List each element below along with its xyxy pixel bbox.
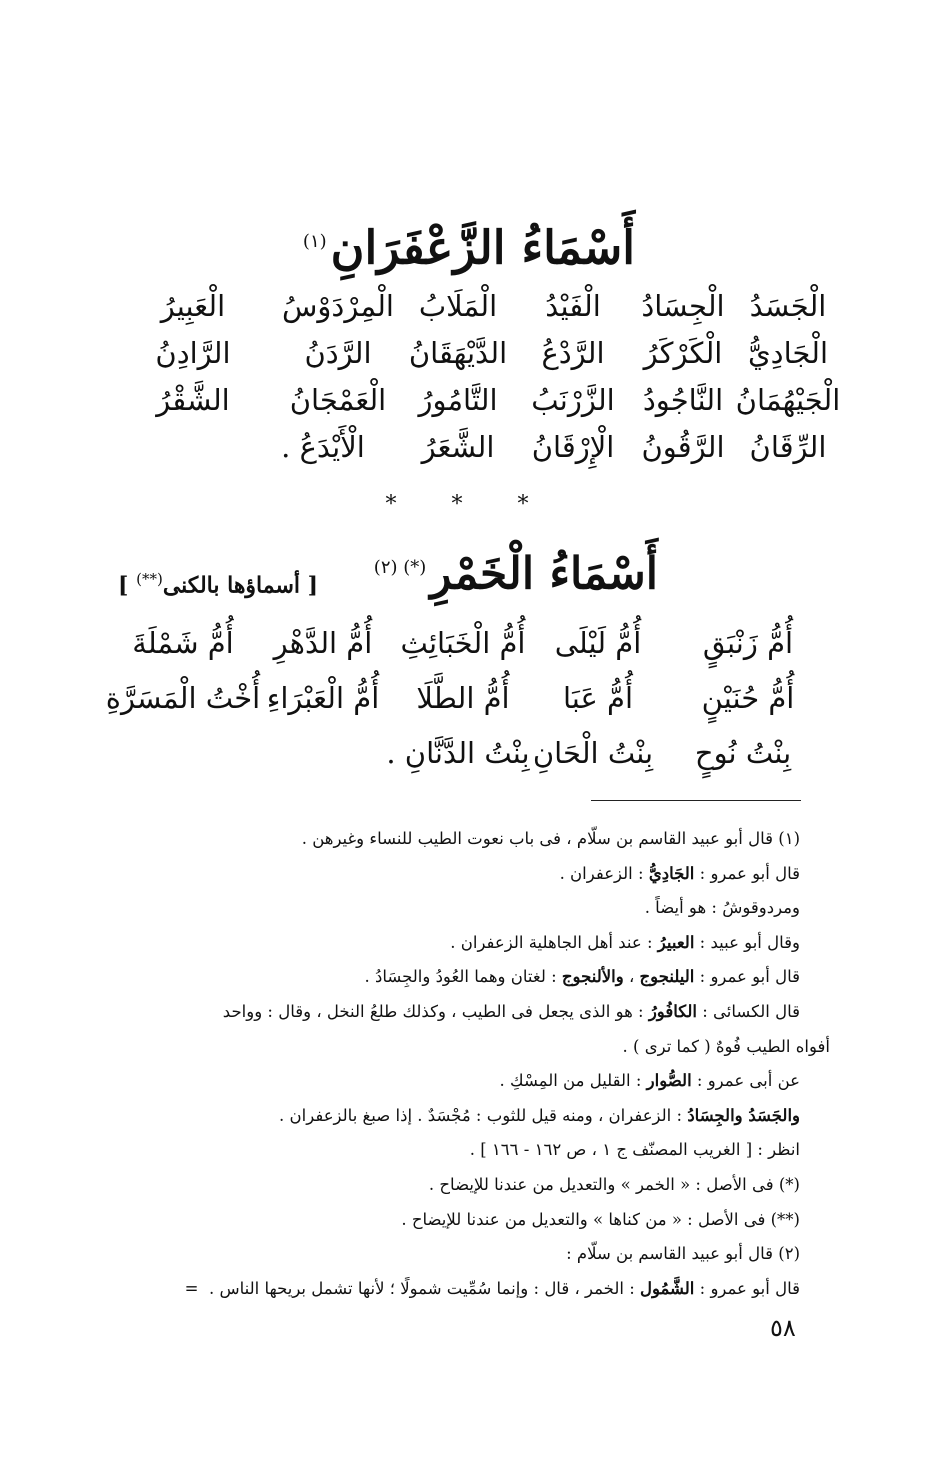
word: الْكَرْكَرُ [643, 336, 723, 370]
footnote-divider [591, 800, 801, 801]
footnote-line: (**) فى الأصل : « من كناها » والتعديل من عندنا للإيضاح . [401, 1209, 800, 1229]
word: أُمُّ زَنْبَقٍ [702, 626, 794, 660]
footnote-line: انظر : [ الغريب المصنّف ج ١ ، ص ١٦٢ - ١٦٦ ] . [469, 1140, 800, 1160]
footnote-line: (٢) قال أبو عبيد القاسم بن سلّام : [566, 1244, 800, 1264]
word-row [0, 675, 938, 725]
word: النَّاجُودُ [642, 383, 724, 417]
section-title-saffron [0, 212, 938, 277]
word: الرَّادِنُ [155, 336, 231, 370]
footnote-line: والجَسَدُ والجِسَادُ : الزعفران ، ومنه قيل للثوب : مُجْسَدٌ . إذا صبغ بالزعفران . [279, 1105, 800, 1125]
footnote-line: قال الكسائى : الكافُورُ : هو الذى يجعل فى الطيب ، وكذلك طلعُ النخل ، وقال : وواحد [222, 1001, 800, 1021]
footnote-marker: (*) (٢) [373, 557, 427, 578]
word: أُخْتُ الْمَسَرَّةِ [105, 681, 261, 715]
footnote-line: قال أبو عمرو : الجَادِيُّ : الزعفران . [559, 863, 800, 883]
word: أُمُّ عَبَا [562, 681, 634, 715]
section-title-wine [374, 538, 658, 605]
kuna-subheading [118, 563, 318, 601]
footnote-marker: (١) [302, 231, 327, 252]
word: أُمُّ الْعَبْرَاءِ [266, 681, 380, 715]
word-row [0, 424, 938, 474]
word: الْفَيْدُ [545, 289, 601, 323]
footnote-line: ومردوقوشُ : هو أيضاً . [644, 898, 800, 918]
word: الْجَادِيُّ [747, 336, 829, 370]
word: بِنْتُ نُوحٍ [694, 736, 792, 770]
footnote-line: (*) فى الأصل : « الخمر » والتعديل من عندنا للإيضاح . [428, 1174, 800, 1194]
word: الزَّرْنَبُ [531, 383, 615, 417]
word: أُمُّ لَيْلَى [554, 626, 642, 660]
footnote-marker: (**) [136, 570, 163, 588]
word: الْجَسَدُ [749, 289, 827, 323]
page-number: ٥٨ [770, 1314, 796, 1342]
word-row [0, 283, 938, 333]
word: الرَّدْعُ [541, 336, 605, 370]
word: الْجَيْهُمَانُ [735, 383, 841, 417]
word: الْجِسَادُ [641, 289, 725, 323]
footnote-line: قال أبو عمرو : اليلنجوج ، والألنجوج : لغتان وهما العُودُ والجِسَادُ . [364, 967, 800, 987]
section-title-text: أَسْمَاءُ الزَّعْفَرَانِ [330, 220, 636, 275]
footnote-line: عن أبى عمرو : الصُّوار : القليل من المِسْكِ . [499, 1071, 800, 1091]
word: بِنْتُ الْحَانِ [532, 736, 654, 770]
kuna-label: [ أسماؤها بالكنى [162, 572, 319, 599]
word-row [0, 620, 938, 670]
word: الرَّقُونُ [641, 430, 725, 464]
continued-marker: = [184, 1278, 199, 1298]
section-separator: * * * [385, 492, 553, 517]
word: الْإِرْقَانُ [531, 430, 615, 464]
word: أُمُّ حُنَيْنٍ [701, 681, 795, 715]
word: بِنْتُ الدَّنَّانِ . [386, 736, 530, 770]
kuna-bracket-close: ] [118, 572, 129, 599]
word: أُمُّ الْخَبَائِثِ [400, 626, 526, 660]
footnote-line: (١) قال أبو عبيد القاسم بن سلّام ، فى باب نعوت الطيب للنساء وغيرهن . [301, 829, 800, 848]
word-row [0, 377, 938, 427]
word: أُمُّ الطَّلَا [416, 681, 510, 715]
word: الشَّعَرُ [421, 430, 495, 464]
word: الشَّقْرُ [156, 383, 230, 417]
word: الْمَلَابُ [418, 289, 498, 323]
word: الْمِرْدَوْسُ [282, 289, 394, 323]
word: التَّامُورُ [418, 383, 498, 417]
word: أُمُّ الدَّهْرِ [273, 626, 373, 660]
word-row [0, 330, 938, 380]
word: الْعَمْجَانُ [289, 383, 387, 417]
word-row [0, 730, 938, 780]
word: الدَّيْهَقَانُ [408, 336, 508, 370]
footnote-line: قال أبو عمرو : الشَّمُول : الخمر ، قال : وإنما سُمِّيت شمولًا ؛ لأنها تشمل بريحها الناس . = [184, 1278, 800, 1298]
word: أُمُّ شَمْلَةَ [132, 626, 234, 660]
footnote-line: أفواه الطيب فُوهٌ ( كما ترى ) . [622, 1036, 830, 1056]
word: الرَّدَنُ [304, 336, 372, 370]
word: الرِّقَانُ [749, 430, 827, 464]
section-title-text: أَسْمَاءُ الْخَمْرِ [430, 548, 658, 600]
word: الْأَيْدَعُ . [281, 430, 365, 464]
footnotes [110, 822, 830, 1306]
footnote-line: وقال أبو عبيد : العبيرُ : عند أهل الجاهلية الزعفران . [450, 932, 800, 952]
word: الْعَبِيرُ [160, 289, 226, 323]
